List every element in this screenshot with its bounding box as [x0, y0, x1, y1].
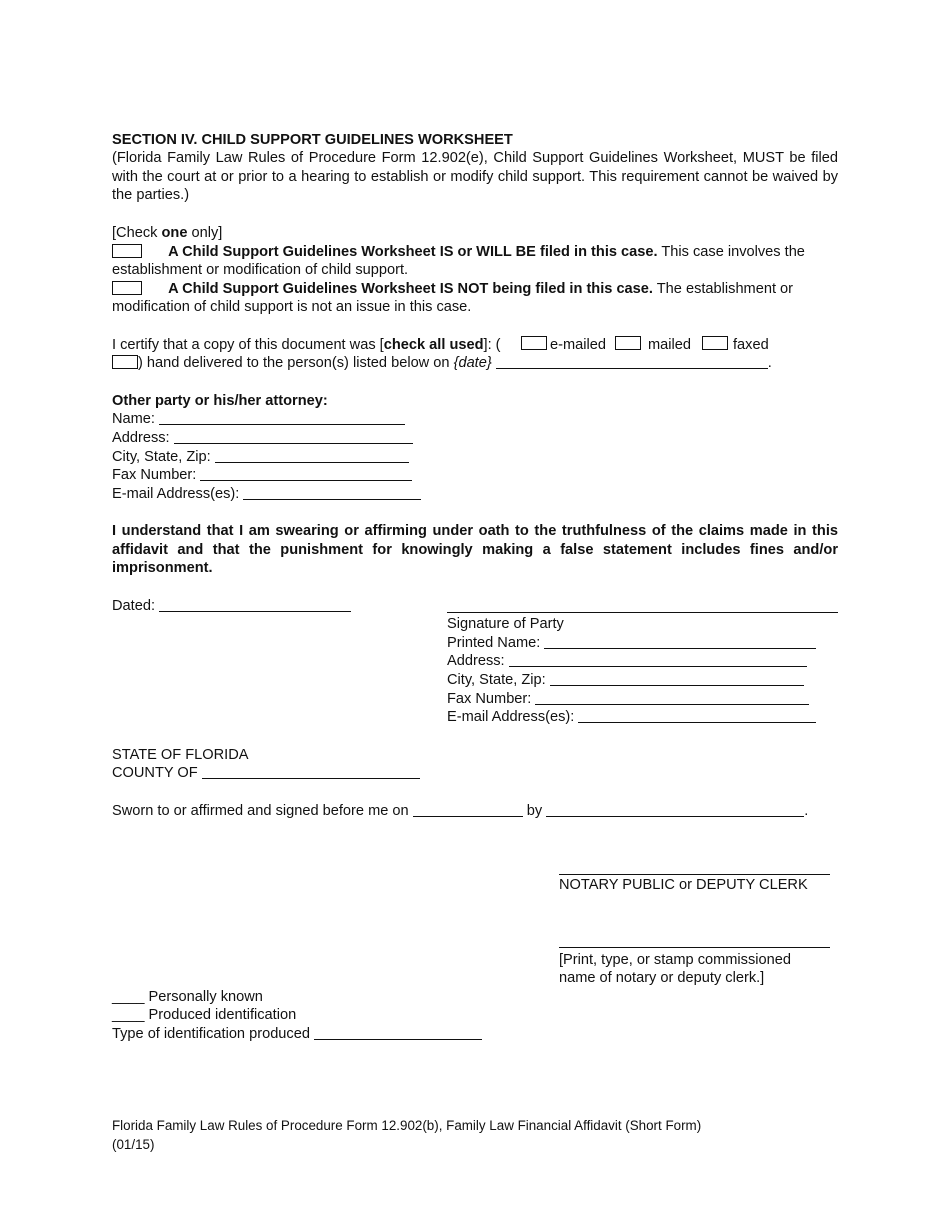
personally-known-row: ____ Personally known — [112, 989, 263, 1005]
worksheet-filed-checkbox[interactable] — [112, 244, 142, 258]
produced-identification-row: ____ Produced identification — [112, 1007, 297, 1023]
worksheet-not-filed-line2: modification of child support is not an issue in this case. — [112, 299, 472, 315]
signature-label: Signature of Party — [447, 616, 564, 632]
worksheet-not-filed-option: A Child Support Guidelines Worksheet IS NOT being filed in this case. The establishment or — [112, 280, 793, 299]
other-party-fax-field[interactable] — [200, 466, 412, 481]
party-fax-row: Fax Number: — [447, 690, 809, 709]
party-city-field[interactable] — [550, 671, 804, 686]
notary-label: NOTARY PUBLIC or DEPUTY CLERK — [559, 877, 808, 893]
other-party-heading: Other party or his/her attorney: — [112, 393, 328, 409]
notary-print-line1: [Print, type, or stamp commissioned — [559, 952, 791, 968]
emailed-checkbox[interactable] — [521, 336, 547, 350]
party-city-row: City, State, Zip: — [447, 671, 804, 690]
signature-line[interactable] — [447, 612, 838, 613]
identification-type-field[interactable] — [314, 1025, 482, 1040]
printed-name-row: Printed Name: — [447, 634, 816, 653]
dated-field[interactable] — [159, 597, 351, 612]
other-party-city-field[interactable] — [215, 448, 409, 463]
hand-delivered-line: ) hand delivered to the person(s) listed below on {date} . — [112, 354, 772, 373]
state-label: STATE OF FLORIDA — [112, 747, 249, 763]
party-fax-field[interactable] — [535, 690, 809, 705]
party-address-row: Address: — [447, 652, 807, 671]
identification-type-row: Type of identification produced — [112, 1025, 482, 1044]
other-party-name-field[interactable] — [159, 410, 405, 425]
other-party-name-row: Name: — [112, 410, 405, 429]
sworn-date-field[interactable] — [413, 802, 523, 817]
check-one-instruction: [Check one only] — [112, 225, 223, 241]
notary-print-line[interactable] — [559, 947, 830, 948]
personally-known-blank[interactable]: ____ — [112, 989, 145, 1005]
dated-row: Dated: — [112, 597, 351, 616]
section-title: SECTION IV. CHILD SUPPORT GUIDELINES WORKSHEET — [112, 132, 513, 148]
other-party-address-field[interactable] — [174, 429, 413, 444]
other-party-fax-row: Fax Number: — [112, 466, 412, 485]
produced-identification-blank[interactable]: ____ — [112, 1007, 145, 1023]
other-party-email-row: E-mail Address(es): — [112, 485, 421, 504]
faxed-label: faxed — [733, 337, 769, 353]
other-party-address-row: Address: — [112, 429, 413, 448]
notary-signature-line[interactable] — [559, 874, 830, 875]
faxed-checkbox[interactable] — [702, 336, 728, 350]
other-party-email-field[interactable] — [243, 485, 421, 500]
worksheet-filed-option: A Child Support Guidelines Worksheet IS or WILL BE filed in this case. This case involves the — [112, 243, 805, 262]
section-intro: (Florida Family Law Rules of Procedure Form 12.902(e), Child Support Guidelines Worksheet, MUST be filed with the court at or prior to a hearing to establish or modify child support. This requirement cannot be waived by the parties.) — [112, 150, 838, 204]
county-field[interactable] — [202, 764, 420, 779]
footer-revision-date: (01/15) — [112, 1137, 155, 1152]
sworn-by-field[interactable] — [546, 802, 804, 817]
mailed-label: mailed — [648, 337, 691, 353]
party-email-row: E-mail Address(es): — [447, 708, 816, 727]
delivery-date-field[interactable] — [496, 354, 768, 369]
party-email-field[interactable] — [578, 708, 816, 723]
worksheet-not-filed-checkbox[interactable] — [112, 281, 142, 295]
worksheet-not-filed-label: A Child Support Guidelines Worksheet IS NOT being filed in this case. — [168, 281, 653, 297]
sworn-row: Sworn to or affirmed and signed before me on by . — [112, 803, 809, 819]
certify-line: I certify that a copy of this document was [check all used]: ( — [112, 337, 501, 353]
date-label: {date} — [453, 355, 492, 371]
printed-name-field[interactable] — [544, 634, 816, 649]
other-party-city-row: City, State, Zip: — [112, 448, 409, 467]
emailed-label: e-mailed — [550, 337, 606, 353]
county-row: COUNTY OF — [112, 764, 420, 783]
worksheet-filed-line2: establishment or modification of child support. — [112, 262, 409, 278]
notary-print-line2: name of notary or deputy clerk.] — [559, 970, 765, 986]
party-address-field[interactable] — [509, 652, 807, 667]
worksheet-filed-label: A Child Support Guidelines Worksheet IS or WILL BE filed in this case. — [168, 244, 658, 260]
oath-statement: I understand that I am swearing or affirming under oath to the truthfulness of the claims made in this affidavit and that the punishment for knowingly making a false statement includes fines and/or imprisonment. — [112, 523, 838, 577]
mailed-checkbox[interactable] — [615, 336, 641, 350]
hand-delivered-checkbox[interactable] — [112, 355, 138, 369]
footer-form-reference: Florida Family Law Rules of Procedure Form 12.902(b), Family Law Financial Affidavit (Short Form) — [112, 1118, 702, 1133]
